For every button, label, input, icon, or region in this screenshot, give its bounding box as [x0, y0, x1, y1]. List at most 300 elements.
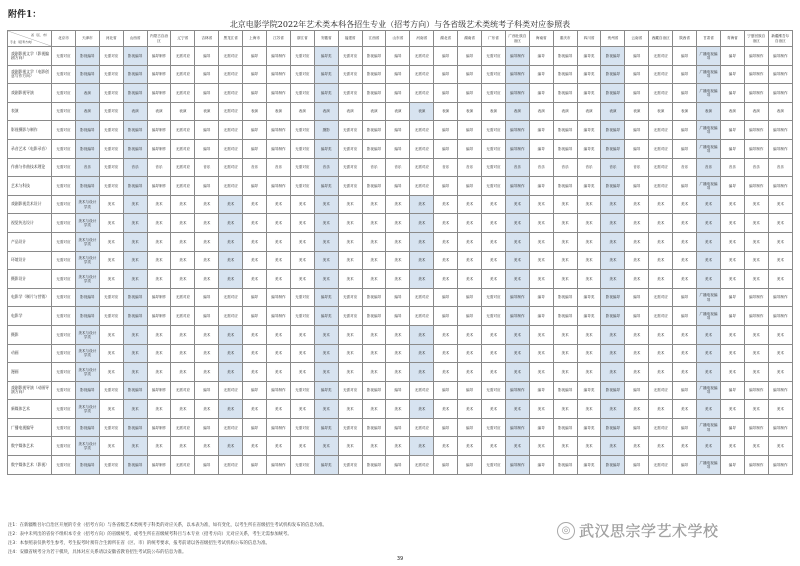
table-cell: 编导制作 — [267, 65, 291, 84]
table-cell: 美术 — [458, 251, 482, 270]
table-cell: 无需对应 — [338, 381, 362, 400]
table-cell: 美术 — [529, 251, 553, 270]
table-cell: 无需对应 — [219, 121, 243, 140]
table-cell: 美术 — [219, 437, 243, 456]
table-cell: 表演 — [75, 102, 99, 121]
table-cell: 影视编导 — [75, 121, 99, 140]
table-cell: 编导制作 — [768, 418, 792, 437]
table-cell: 美术 — [362, 400, 386, 419]
table-cell: 美术 — [625, 195, 649, 214]
table-cell: 美术 — [314, 437, 338, 456]
table-corner-cell — [8, 31, 52, 47]
table-cell: 编导 — [625, 65, 649, 84]
table-cell: 编导 — [673, 456, 697, 475]
major-name-cell: 表演 — [8, 102, 52, 121]
table-cell: 无需对应 — [171, 139, 195, 158]
table-cell: 美术 — [505, 400, 529, 419]
table-cell: 美术 — [482, 195, 506, 214]
table-cell: 编导 — [529, 177, 553, 196]
table-cell: 影视编导 — [553, 456, 577, 475]
table-cell: 编导 — [195, 456, 219, 475]
table-cell: 无需对应 — [171, 307, 195, 326]
table-cell: 无需对应 — [338, 121, 362, 140]
table-cell: 美术 — [147, 325, 171, 344]
table-cell: 表演 — [243, 102, 267, 121]
table-cell: 表演 — [744, 102, 768, 121]
table-cell: 无需对应 — [482, 418, 506, 437]
table-cell: 编导 — [434, 288, 458, 307]
table-cell: 美术 — [553, 214, 577, 233]
table-cell: 编导 — [529, 288, 553, 307]
table-cell: 美术与设计学类 — [75, 363, 99, 382]
table-cell: 编导制作 — [505, 418, 529, 437]
table-cell: 影视编导 — [75, 456, 99, 475]
table-cell: 美术 — [123, 232, 147, 251]
table-cell: 美术 — [673, 325, 697, 344]
table-cell: 音乐 — [434, 158, 458, 177]
table-cell: 影视编导 — [601, 47, 625, 66]
table-cell: 无需对应 — [482, 177, 506, 196]
table-cell: 美术与设计学类 — [75, 251, 99, 270]
table-cell: 编导 — [720, 418, 744, 437]
table-cell: 编导制作 — [744, 65, 768, 84]
table-row — [8, 121, 793, 140]
table-cell: 无需对应 — [52, 232, 76, 251]
table-cell: 美术 — [147, 251, 171, 270]
table-cell: 音乐 — [458, 158, 482, 177]
table-cell: 美术 — [314, 251, 338, 270]
table-cell: 无需对应 — [52, 418, 76, 437]
table-cell: 表演 — [290, 102, 314, 121]
table-cell: 编导 — [458, 139, 482, 158]
table-cell: 无需对应 — [338, 456, 362, 475]
province-header: 广西壮族自治区 — [505, 31, 529, 47]
table-cell: 编导 — [673, 139, 697, 158]
table-cell: 美术 — [338, 363, 362, 382]
table-cell: 音乐 — [314, 158, 338, 177]
table-cell: 美术 — [744, 270, 768, 289]
major-name-cell: 漫画 — [8, 363, 52, 382]
note-line: 注1：在新疆维吾尔自治区开展的专业（招考方向）与各省级艺术类统考子科类的对应关系，以本表为准，如有变化，以考生所在省级招生考试机构发布的信息为准。 — [8, 523, 327, 528]
table-cell: 美术 — [720, 400, 744, 419]
province-header: 广东省 — [482, 31, 506, 47]
province-header: 福建省 — [338, 31, 362, 47]
table-cell: 美术 — [267, 400, 291, 419]
table-cell: 无需对应 — [482, 456, 506, 475]
table-cell: 美术 — [458, 363, 482, 382]
table-cell: 编导制作 — [744, 121, 768, 140]
table-cell: 表演 — [171, 102, 195, 121]
table-cell: 无需对应 — [410, 84, 434, 103]
table-cell: 编导 — [458, 47, 482, 66]
table-cell: 影视编导 — [601, 456, 625, 475]
table-cell: 美术 — [434, 344, 458, 363]
table-cell: 美术 — [697, 325, 721, 344]
table-cell: 无需对应 — [410, 288, 434, 307]
table-cell: 广播电视编导 — [697, 121, 721, 140]
table-cell: 编导制作 — [267, 121, 291, 140]
table-cell: 美术 — [267, 325, 291, 344]
table-cell: 美术 — [720, 325, 744, 344]
table-cell: 影视编导 — [553, 65, 577, 84]
table-cell: 无需对应 — [290, 418, 314, 437]
table-cell: 广播电视编导 — [697, 84, 721, 103]
major-name-cell: 艺术与科技 — [8, 177, 52, 196]
table-cell: 美术 — [338, 232, 362, 251]
table-cell: 编导类 — [577, 47, 601, 66]
table-cell: 表演 — [529, 102, 553, 121]
table-cell: 编导制作 — [267, 456, 291, 475]
table-cell: 美术 — [219, 325, 243, 344]
table-cell: 无需对应 — [482, 84, 506, 103]
major-name-cell: 视觉传达设计 — [8, 214, 52, 233]
table-cell: 美术 — [720, 344, 744, 363]
table-cell: 编导制作 — [505, 177, 529, 196]
table-cell: 无需对应 — [482, 65, 506, 84]
table-cell: 无需对应 — [290, 65, 314, 84]
table-cell: 编导 — [625, 47, 649, 66]
table-cell: 广播电视编导 — [697, 65, 721, 84]
table-cell: 编导 — [458, 381, 482, 400]
table-row — [8, 418, 793, 437]
table-cell: 美术 — [601, 214, 625, 233]
table-cell: 美术 — [362, 232, 386, 251]
province-header: 山西省 — [123, 31, 147, 47]
table-cell: 美术 — [744, 344, 768, 363]
table-cell: 编导 — [434, 418, 458, 437]
table-cell: 美术 — [482, 232, 506, 251]
table-cell: 美术 — [243, 437, 267, 456]
table-cell: 编导制作 — [505, 121, 529, 140]
table-cell: 美术 — [195, 344, 219, 363]
table-cell: 美术 — [386, 400, 410, 419]
table-cell: 编导 — [243, 84, 267, 103]
major-name-cell: 作曲与作曲技术理论 — [8, 158, 52, 177]
major-name-cell: 数字媒体艺术（影视） — [8, 456, 52, 475]
table-cell: 影视编导 — [123, 418, 147, 437]
table-cell: 影视编导 — [601, 65, 625, 84]
table-cell: 编导类 — [577, 139, 601, 158]
table-cell: 美术 — [362, 251, 386, 270]
table-cell: 编导制作 — [147, 139, 171, 158]
table-cell: 无需对应 — [338, 139, 362, 158]
table-cell: 无需对应 — [99, 158, 123, 177]
table-cell: 编导 — [195, 139, 219, 158]
table-cell: 表演 — [649, 102, 673, 121]
table-cell: 美术 — [601, 400, 625, 419]
table-cell: 美术 — [768, 270, 792, 289]
table-cell: 美术 — [362, 325, 386, 344]
table-cell: 广播电视编导 — [697, 418, 721, 437]
table-cell: 美术 — [290, 232, 314, 251]
table-cell: 编导制作 — [768, 307, 792, 326]
table-cell: 表演 — [577, 102, 601, 121]
table-cell: 美术 — [649, 437, 673, 456]
table-row — [8, 232, 793, 251]
table-cell: 编导 — [529, 139, 553, 158]
table-cell: 表演 — [195, 102, 219, 121]
table-cell: 无需对应 — [52, 288, 76, 307]
table-cell: 美术 — [123, 437, 147, 456]
table-cell: 表演 — [314, 102, 338, 121]
table-row — [8, 381, 793, 400]
table-cell: 编导 — [625, 288, 649, 307]
table-cell: 无需对应 — [649, 288, 673, 307]
table-cell: 无需对应 — [52, 456, 76, 475]
table-cell: 编导 — [625, 177, 649, 196]
province-header: 青海省 — [720, 31, 744, 47]
table-cell: 编导制作 — [147, 381, 171, 400]
table-cell: 美术 — [147, 437, 171, 456]
note-line: 注2：表中未列出的省份不组织本专业（招考方向）的省级统考，或考生所在省级统考科目与本专业（招考方向）无对应关系，考生无需参加统考。 — [8, 532, 292, 537]
table-cell: 影视编导 — [601, 418, 625, 437]
table-cell: 无需对应 — [482, 121, 506, 140]
table-cell: 影视编导 — [123, 65, 147, 84]
table-cell: 美术 — [267, 270, 291, 289]
table-cell: 影视编导 — [553, 139, 577, 158]
table-cell: 美术 — [314, 325, 338, 344]
table-cell: 编导 — [386, 139, 410, 158]
table-cell: 编导制作 — [768, 84, 792, 103]
table-cell: 美术 — [673, 214, 697, 233]
table-cell: 美术 — [171, 232, 195, 251]
table-cell: 编导 — [720, 121, 744, 140]
table-cell: 美术 — [601, 363, 625, 382]
table-cell: 美术 — [195, 363, 219, 382]
table-cell: 编导 — [195, 121, 219, 140]
province-header: 海南省 — [529, 31, 553, 47]
table-cell: 影视编导 — [362, 84, 386, 103]
table-cell: 编导制作 — [147, 84, 171, 103]
table-cell: 编导制作 — [505, 288, 529, 307]
table-cell: 美术 — [720, 437, 744, 456]
table-cell: 编导 — [720, 177, 744, 196]
table-cell: 无需对应 — [219, 139, 243, 158]
province-header: 吉林省 — [195, 31, 219, 47]
table-cell: 表演 — [697, 102, 721, 121]
table-cell: 影视编导 — [123, 307, 147, 326]
table-cell: 编导 — [529, 307, 553, 326]
table-cell: 美术 — [458, 270, 482, 289]
province-header: 四川省 — [577, 31, 601, 47]
table-cell: 编导 — [386, 84, 410, 103]
table-cell: 编导 — [243, 177, 267, 196]
table-cell: 美术 — [673, 195, 697, 214]
major-name-cell: 电影学 — [8, 307, 52, 326]
table-cell: 编导制作 — [744, 381, 768, 400]
table-cell: 美术 — [290, 325, 314, 344]
table-cell: 影视编导 — [362, 381, 386, 400]
table-cell: 无需对应 — [171, 47, 195, 66]
table-cell: 美术 — [434, 363, 458, 382]
province-header: 北京市 — [52, 31, 76, 47]
table-cell: 影视编导 — [123, 121, 147, 140]
table-cell: 美术 — [625, 325, 649, 344]
table-cell: 影视编导 — [75, 307, 99, 326]
table-cell: 表演 — [720, 102, 744, 121]
table-cell: 无需对应 — [338, 418, 362, 437]
table-body — [8, 47, 793, 475]
table-cell: 编导 — [673, 177, 697, 196]
table-cell: 美术 — [290, 437, 314, 456]
table-cell: 无需对应 — [219, 418, 243, 437]
table-cell: 美术 — [267, 214, 291, 233]
table-cell: 美术 — [267, 232, 291, 251]
table-cell: 编导制作 — [768, 139, 792, 158]
table-cell: 美术 — [649, 195, 673, 214]
table-cell: 无需对应 — [649, 456, 673, 475]
table-cell: 美术 — [553, 344, 577, 363]
major-name-cell: 戏剧影视导演（动画导演方向） — [8, 381, 52, 400]
table-cell: 美术 — [768, 400, 792, 419]
table-cell: 音乐 — [720, 158, 744, 177]
table-cell: 编导制作 — [267, 288, 291, 307]
major-name-cell: 戏剧影视导演 — [8, 84, 52, 103]
table-cell: 美术 — [529, 232, 553, 251]
table-cell: 美术 — [219, 214, 243, 233]
table-cell: 无需对应 — [99, 418, 123, 437]
table-cell: 美术 — [673, 251, 697, 270]
table-cell: 美术 — [529, 325, 553, 344]
table-cell: 无需对应 — [649, 307, 673, 326]
table-cell: 美术 — [601, 344, 625, 363]
table-cell: 美术 — [529, 363, 553, 382]
table-cell: 美术 — [625, 437, 649, 456]
table-cell: 音乐 — [577, 158, 601, 177]
table-cell: 美术 — [171, 270, 195, 289]
table-cell: 编导制作 — [505, 65, 529, 84]
table-cell: 美术 — [195, 325, 219, 344]
table-cell: 美术 — [744, 363, 768, 382]
table-row — [8, 214, 793, 233]
table-cell: 编导 — [458, 121, 482, 140]
table-cell: 美术 — [625, 270, 649, 289]
table-cell: 无需对应 — [410, 177, 434, 196]
table-cell: 表演 — [625, 102, 649, 121]
table-cell: 影视编导 — [75, 418, 99, 437]
province-header: 新疆维吾尔自治区 — [768, 31, 792, 47]
province-header: 江西省 — [362, 31, 386, 47]
table-cell: 编导 — [434, 139, 458, 158]
table-cell: 编导 — [458, 288, 482, 307]
table-row — [8, 456, 793, 475]
table-cell: 编导制作 — [744, 418, 768, 437]
table-cell: 美术 — [290, 214, 314, 233]
table-cell: 美术 — [697, 344, 721, 363]
table-cell: 编导 — [458, 84, 482, 103]
table-row — [8, 270, 793, 289]
table-cell: 美术 — [386, 251, 410, 270]
page-title: 北京电影学院2022年艺术类本科各招生专业（招考方向）与各省级艺术类统考子科类对应参照表 — [229, 20, 571, 29]
table-cell: 美术 — [744, 437, 768, 456]
major-name-cell: 数字媒体艺术 — [8, 437, 52, 456]
corner-major-label: 专业（招考方向） — [10, 39, 35, 44]
note-line: 注3：本参照表仅供考生参考，考生报考时须符合生源所在省（区、市）的统考要求，报考前请以各省级招生考试机构公布的信息为准。 — [8, 541, 270, 546]
table-cell: 美术 — [386, 270, 410, 289]
table-cell: 编导制作 — [744, 307, 768, 326]
table-cell: 影视编导 — [123, 47, 147, 66]
table-cell: 编导 — [386, 47, 410, 66]
province-header: 河北省 — [99, 31, 123, 47]
table-cell: 编导 — [529, 84, 553, 103]
table-cell: 编导制作 — [267, 418, 291, 437]
table-cell: 美术 — [219, 270, 243, 289]
table-cell: 编导 — [434, 65, 458, 84]
table-cell: 编导 — [434, 456, 458, 475]
table-cell: 无需对应 — [52, 177, 76, 196]
table-cell: 美术与设计学类 — [75, 214, 99, 233]
table-cell: 美术 — [434, 232, 458, 251]
table-cell: 无需对应 — [338, 84, 362, 103]
table-cell: 美术 — [267, 344, 291, 363]
table-cell: 美术 — [410, 344, 434, 363]
table-cell: 编导 — [195, 65, 219, 84]
table-cell: 影视编导 — [601, 177, 625, 196]
table-cell: 美术 — [171, 195, 195, 214]
table-cell: 影视编导 — [553, 121, 577, 140]
table-cell: 无需对应 — [290, 288, 314, 307]
table-cell: 无需对应 — [410, 158, 434, 177]
table-cell: 无需对应 — [649, 47, 673, 66]
table-cell: 编导制作 — [147, 307, 171, 326]
table-cell: 无需对应 — [171, 84, 195, 103]
corner-province-label: 省（区、市） — [30, 33, 49, 37]
major-name-cell: 戏剧影视文学（影视编剧方向） — [8, 47, 52, 66]
table-cell: 影视编导 — [123, 456, 147, 475]
table-cell: 美术 — [505, 214, 529, 233]
major-name-cell: 新媒体艺术 — [8, 400, 52, 419]
table-cell: 编导制作 — [768, 456, 792, 475]
table-cell: 美术 — [314, 363, 338, 382]
table-cell: 美术 — [458, 437, 482, 456]
table-cell: 编导制作 — [768, 381, 792, 400]
table-cell: 无需对应 — [410, 47, 434, 66]
table-cell: 美术 — [362, 195, 386, 214]
table-cell: 美术与设计学类 — [75, 325, 99, 344]
table-cell: 美术 — [434, 437, 458, 456]
table-row — [8, 325, 793, 344]
table-cell: 美术 — [577, 270, 601, 289]
table-cell: 美术 — [99, 195, 123, 214]
table-cell: 美术 — [386, 437, 410, 456]
table-cell: 美术 — [720, 214, 744, 233]
table-cell: 编导制作 — [505, 381, 529, 400]
table-cell: 影视编导 — [75, 139, 99, 158]
table-cell: 美术 — [314, 344, 338, 363]
table-header-row — [8, 31, 793, 47]
table-cell: 美术 — [601, 437, 625, 456]
table-cell: 美术 — [410, 363, 434, 382]
table-cell: 美术 — [243, 270, 267, 289]
table-cell: 无需对应 — [99, 65, 123, 84]
table-cell: 编导 — [673, 288, 697, 307]
table-cell: 美术 — [601, 195, 625, 214]
table-cell: 影视编导 — [362, 177, 386, 196]
table-cell: 编导 — [195, 84, 219, 103]
table-cell: 编导 — [625, 307, 649, 326]
table-cell: 美术 — [243, 344, 267, 363]
table-cell: 无需对应 — [171, 158, 195, 177]
table-cell: 编导类 — [577, 288, 601, 307]
table-cell: 编导 — [720, 84, 744, 103]
table-cell: 编导类 — [577, 456, 601, 475]
table-cell: 编导制作 — [768, 47, 792, 66]
table-cell: 美术 — [338, 214, 362, 233]
table-cell: 编导 — [720, 139, 744, 158]
table-cell: 广播电视编导 — [697, 177, 721, 196]
table-cell: 编导 — [720, 381, 744, 400]
table-cell: 影视编导 — [362, 47, 386, 66]
